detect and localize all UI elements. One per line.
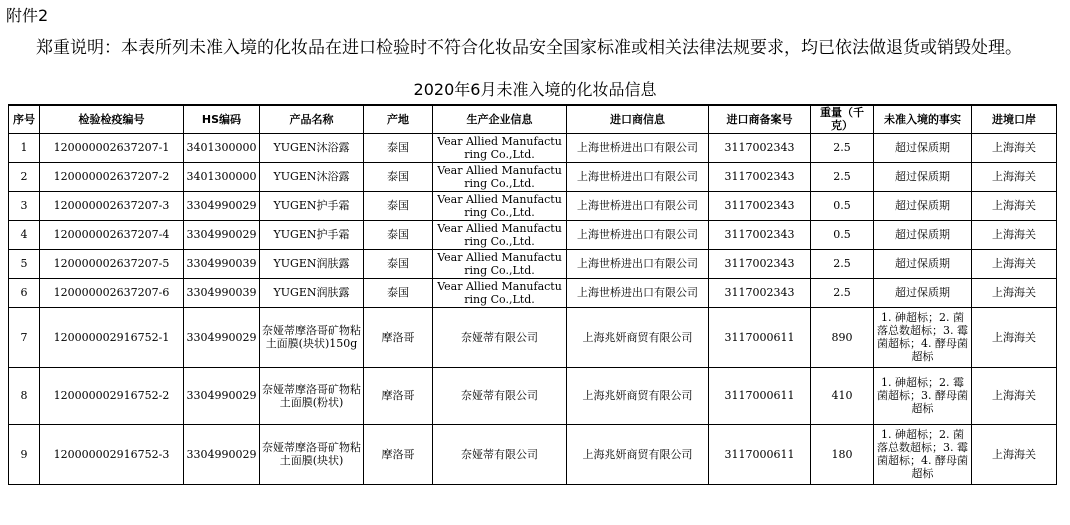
header-manufacturer: 生产企业信息: [433, 105, 567, 133]
cell-product: YUGEN润肤露: [260, 278, 364, 307]
cell-hs-code: 3304990029: [184, 191, 260, 220]
cell-origin: 泰国: [364, 191, 433, 220]
table-row: [9, 278, 1057, 307]
cell-importer-record: 3117002343: [709, 162, 811, 191]
cell-port: 上海海关: [972, 424, 1057, 484]
table-row: [9, 220, 1057, 249]
attachment-label: 附件2: [6, 6, 49, 25]
cell-manufacturer: Vear Allied Manufacturing Co.,Ltd.: [433, 220, 567, 249]
cell-origin: 摩洛哥: [364, 367, 433, 424]
cell-manufacturer: 奈娅蒂有限公司: [433, 307, 567, 367]
cell-seq: 8: [9, 367, 40, 424]
cell-importer: 上海世桥进出口有限公司: [567, 220, 709, 249]
cell-origin: 摩洛哥: [364, 307, 433, 367]
cell-port: 上海海关: [972, 278, 1057, 307]
cell-importer: 上海世桥进出口有限公司: [567, 162, 709, 191]
cell-origin: 摩洛哥: [364, 424, 433, 484]
cell-manufacturer: Vear Allied Manufacturing Co.,Ltd.: [433, 249, 567, 278]
cell-importer-record: 3117002343: [709, 249, 811, 278]
cell-product: YUGEN沐浴露: [260, 162, 364, 191]
table-row: [9, 133, 1057, 162]
cell-port: 上海海关: [972, 367, 1057, 424]
cell-importer: 上海兆妍商贸有限公司: [567, 424, 709, 484]
cell-hs-code: 3304990039: [184, 278, 260, 307]
header-port: 进境口岸: [972, 105, 1057, 133]
cell-hs-code: 3304990029: [184, 367, 260, 424]
cell-hs-code: 3401300000: [184, 162, 260, 191]
cell-port: 上海海关: [972, 307, 1057, 367]
cell-product: YUGEN润肤露: [260, 249, 364, 278]
cell-inspection-no: 120000002916752-3: [40, 424, 184, 484]
cell-reason: 超过保质期: [874, 191, 972, 220]
header-importer-record: 进口商备案号: [709, 105, 811, 133]
cell-weight: 410: [811, 367, 874, 424]
cell-manufacturer: Vear Allied Manufacturing Co.,Ltd.: [433, 133, 567, 162]
cell-product: 奈娅蒂摩洛哥矿物粘土面膜(块状): [260, 424, 364, 484]
cell-inspection-no: 120000002637207-6: [40, 278, 184, 307]
cell-inspection-no: 120000002916752-2: [40, 367, 184, 424]
cell-seq: 5: [9, 249, 40, 278]
cell-weight: 180: [811, 424, 874, 484]
cell-port: 上海海关: [972, 191, 1057, 220]
cell-seq: 4: [9, 220, 40, 249]
cell-product: YUGEN沐浴露: [260, 133, 364, 162]
header-inspection-no: 检验检疫编号: [40, 105, 184, 133]
cell-origin: 泰国: [364, 162, 433, 191]
cell-seq: 1: [9, 133, 40, 162]
cell-manufacturer: Vear Allied Manufacturing Co.,Ltd.: [433, 162, 567, 191]
header-reason: 未准入境的事实: [874, 105, 972, 133]
cell-port: 上海海关: [972, 162, 1057, 191]
cell-inspection-no: 120000002637207-3: [40, 191, 184, 220]
cell-product: YUGEN护手霜: [260, 191, 364, 220]
cell-inspection-no: 120000002637207-4: [40, 220, 184, 249]
cell-product: YUGEN护手霜: [260, 220, 364, 249]
cell-importer: 上海世桥进出口有限公司: [567, 133, 709, 162]
cell-port: 上海海关: [972, 249, 1057, 278]
cell-weight: 0.5: [811, 191, 874, 220]
cell-manufacturer: Vear Allied Manufacturing Co.,Ltd.: [433, 191, 567, 220]
header-product: 产品名称: [260, 105, 364, 133]
cell-hs-code: 3304990029: [184, 307, 260, 367]
cell-reason: 超过保质期: [874, 220, 972, 249]
cell-reason: 超过保质期: [874, 278, 972, 307]
table-row: [9, 424, 1057, 484]
cell-importer-record: 3117000611: [709, 367, 811, 424]
cell-product: 奈娅蒂摩洛哥矿物粘土面膜(块状)150g: [260, 307, 364, 367]
cell-reason: 1. 砷超标；2. 霉菌超标；3. 酵母菌超标: [874, 367, 972, 424]
header-hs-code: HS编码: [184, 105, 260, 133]
cell-origin: 泰国: [364, 278, 433, 307]
cell-manufacturer: Vear Allied Manufacturing Co.,Ltd.: [433, 278, 567, 307]
cell-importer-record: 3117000611: [709, 424, 811, 484]
cell-reason: 超过保质期: [874, 249, 972, 278]
cell-importer: 上海兆妍商贸有限公司: [567, 307, 709, 367]
cell-seq: 9: [9, 424, 40, 484]
cell-importer-record: 3117002343: [709, 220, 811, 249]
cell-importer-record: 3117002343: [709, 191, 811, 220]
rejected-cosmetics-table: [8, 104, 1057, 485]
cell-seq: 3: [9, 191, 40, 220]
cell-port: 上海海关: [972, 220, 1057, 249]
cell-weight: 2.5: [811, 162, 874, 191]
cell-hs-code: 3304990039: [184, 249, 260, 278]
header-seq: 序号: [9, 105, 40, 133]
cell-weight: 890: [811, 307, 874, 367]
table-title: 2020年6月未准入境的化妆品信息: [413, 80, 657, 99]
cell-importer: 上海世桥进出口有限公司: [567, 278, 709, 307]
cell-origin: 泰国: [364, 249, 433, 278]
cell-product: 奈娅蒂摩洛哥矿物粘土面膜(粉状): [260, 367, 364, 424]
cell-manufacturer: 奈娅蒂有限公司: [433, 424, 567, 484]
cell-weight: 2.5: [811, 278, 874, 307]
cell-manufacturer: 奈娅蒂有限公司: [433, 367, 567, 424]
cell-inspection-no: 120000002637207-1: [40, 133, 184, 162]
table-row: [9, 191, 1057, 220]
cell-importer: 上海世桥进出口有限公司: [567, 249, 709, 278]
cell-origin: 泰国: [364, 133, 433, 162]
cell-importer-record: 3117002343: [709, 133, 811, 162]
cell-inspection-no: 120000002637207-5: [40, 249, 184, 278]
cell-importer: 上海兆妍商贸有限公司: [567, 367, 709, 424]
cell-hs-code: 3401300000: [184, 133, 260, 162]
cell-port: 上海海关: [972, 133, 1057, 162]
cell-hs-code: 3304990029: [184, 220, 260, 249]
cell-importer: 上海世桥进出口有限公司: [567, 191, 709, 220]
cell-seq: 2: [9, 162, 40, 191]
cell-reason: 超过保质期: [874, 162, 972, 191]
cell-hs-code: 3304990029: [184, 424, 260, 484]
cell-weight: 0.5: [811, 220, 874, 249]
header-weight: 重量（千克）: [811, 105, 874, 133]
table-row: [9, 367, 1057, 424]
cell-weight: 2.5: [811, 249, 874, 278]
cell-reason: 超过保质期: [874, 133, 972, 162]
cell-inspection-no: 120000002637207-2: [40, 162, 184, 191]
cell-reason: 1. 砷超标；2. 菌落总数超标；3. 霉菌超标；4. 酵母菌超标: [874, 424, 972, 484]
cell-weight: 2.5: [811, 133, 874, 162]
header-origin: 产地: [364, 105, 433, 133]
cell-reason: 1. 砷超标；2. 菌落总数超标；3. 霉菌超标；4. 酵母菌超标: [874, 307, 972, 367]
cell-seq: 6: [9, 278, 40, 307]
cell-origin: 泰国: [364, 220, 433, 249]
table-row: [9, 249, 1057, 278]
table-row: [9, 307, 1057, 367]
cell-inspection-no: 120000002916752-1: [40, 307, 184, 367]
table-header-row: [9, 105, 1057, 133]
cell-importer-record: 3117000611: [709, 307, 811, 367]
cell-seq: 7: [9, 307, 40, 367]
header-importer: 进口商信息: [567, 105, 709, 133]
cell-importer-record: 3117002343: [709, 278, 811, 307]
table-row: [9, 162, 1057, 191]
notice-paragraph: 郑重说明：本表所列未准入境的化妆品在进口检验时不符合化妆品安全国家标准或相关法律法规要求，均已依法做退货或销毁处理。: [36, 38, 1022, 58]
